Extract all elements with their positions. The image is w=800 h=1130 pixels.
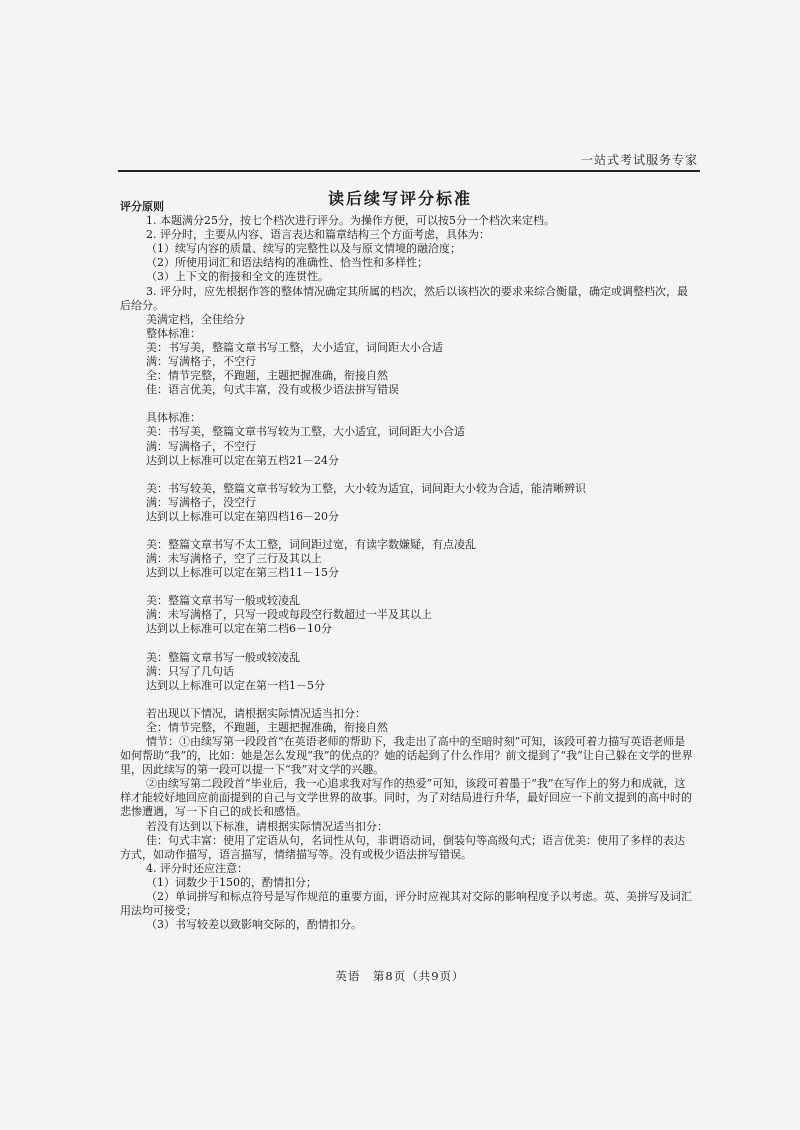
deduction-quan: 全：情节完整，不跑题，主题把握准确，衔接自然: [146, 720, 388, 734]
specific-heading: 具体标准：: [146, 411, 201, 425]
note-1: （1）词数少于150的，酌情扣分；: [146, 875, 317, 889]
notes-heading: 4. 评分时还应注意：: [146, 861, 248, 875]
tier-1-man: 满：只写了几句话: [146, 664, 234, 678]
header-brand: 一站式考试服务专家: [580, 153, 698, 167]
deduction-jia: 佳：句式丰富：使用了定语从句，名词性从句，非谓语动词，倒装句等高级句式；语言优美：使用了多样的表达方式，如动作描写，语言描写，情绪描写等。没有或极少语法拼写错误。: [120, 833, 685, 861]
tier-5-mei: 美：书写美，整篇文章书写较为工整，大小适宜，词间距大小合适: [146, 425, 465, 439]
tier-3-man: 满：未写满格子，空了三行及其以上: [146, 552, 322, 566]
overall-man: 满：写满格子，不空行: [146, 355, 256, 369]
section-heading: 评分原则: [120, 200, 164, 213]
rule-1: 1. 本题满分25分，按七个档次进行评分。为操作方便，可以按5分一个档次来定档。: [146, 214, 555, 228]
tier-3-mei: 美：整篇文章书写不太工整，词间距过宽，有读字数嫌疑，有点凌乱: [146, 537, 476, 551]
tier-5-man: 满：写满格子，不空行: [146, 439, 256, 453]
tier-1-mei: 美：整篇文章书写一般或较凌乱: [146, 650, 300, 664]
overall-quan: 全：情节完整，不跑题，主题把握准确，衔接自然: [146, 369, 388, 383]
rule-2a: （1）续写内容的质量、续写的完整性以及与原文情境的融洽度；: [146, 242, 461, 256]
note-2: （2）单词拼写和标点符号是写作规范的重要方面，评分时应视其对交际的影响程度予以考虑。英、美拼写及词汇用法均可接受；: [120, 890, 692, 918]
tier-1-result: 达到以上标准可以定在第一档1－5分: [146, 678, 325, 692]
note-3: （3）书写较差以致影响交际的，酌情扣分。: [146, 918, 362, 932]
deduction-intro: 若出现以下情况，请根据实际情况适当扣分：: [146, 706, 366, 720]
plot-guidance-2: ②由续写第二段段首“毕业后，我一心追求我对写作的热爱”可知，该段可着墨于“我”在写作上的努力和成就，这样才能较好地回应前面提到的自己与文学世界的故事。同时，为了对结局进行升华，最好回应一下前文提到的高中时的悲惨遭遇，写一下自己的成长和感悟。: [120, 777, 692, 819]
full-score-principle: 美满定档，全佳给分: [146, 312, 245, 326]
tier-3-result: 达到以上标准可以定在第三档11－15分: [146, 566, 339, 580]
overall-mei: 美：书写美，整篇文章书写工整，大小适宜，词间距大小合适: [146, 340, 443, 354]
plot-guidance-1: 情节：①由续写第一段段首“在英语老师的帮助下，我走出了高中的至暗时刻”可知，该段可着力描写英语老师是如何帮助“我”的，比如：她是怎么发现“我”的优点的？她的话起到了什么作用？前文提到了“我”让自己躲在文学的世界里，因此续写的第一段可以提一下“我”对文学的兴趣。: [120, 735, 693, 777]
rule-2b: （2）所使用词汇和语法结构的准确性、恰当性和多样性；: [146, 256, 428, 270]
tier-2-man: 满：未写满格了，只写一段或每段空行数超过一半及其以上: [146, 608, 432, 622]
document-title: 读后续写评分标准: [327, 189, 472, 208]
tier-4-mei: 美：书写较美，整篇文章书写较为工整，大小较为适宜，词间距大小较为合适，能清晰辨识: [146, 481, 586, 495]
page-footer: 英语 第8页（共9页）: [335, 969, 465, 983]
tier-4-man: 满：写满格子，没空行: [146, 495, 256, 509]
rule-3: 3. 评分时，应先根据作答的整体情况确定其所属的档次，然后以该档次的要求来综合衡量，确定或调整档次，最后给分。: [120, 284, 688, 312]
tier-4-result: 达到以上标准可以定在第四档16－20分: [146, 509, 339, 523]
tier-2-mei: 美：整篇文章书写一般或较凌乱: [146, 594, 300, 608]
deduction-jia-intro: 若没有达到以下标准，请根据实际情况适当扣分：: [146, 819, 388, 833]
rule-2c: （3）上下文的衔接和全文的连贯性。: [146, 270, 329, 284]
header-divider: [118, 170, 700, 172]
tier-5-result: 达到以上标准可以定在第五档21－24分: [146, 453, 339, 467]
tier-2-result: 达到以上标准可以定在第二档6－10分: [146, 622, 332, 636]
rule-2: 2. 评分时，主要从内容、语言表达和篇章结构三个方面考虑，具体为：: [146, 228, 490, 242]
overall-jia: 佳：语言优美，句式丰富，没有或极少语法拼写错误: [146, 383, 399, 397]
overall-heading: 整体标准：: [146, 326, 201, 340]
document-body: [120, 200, 695, 932]
